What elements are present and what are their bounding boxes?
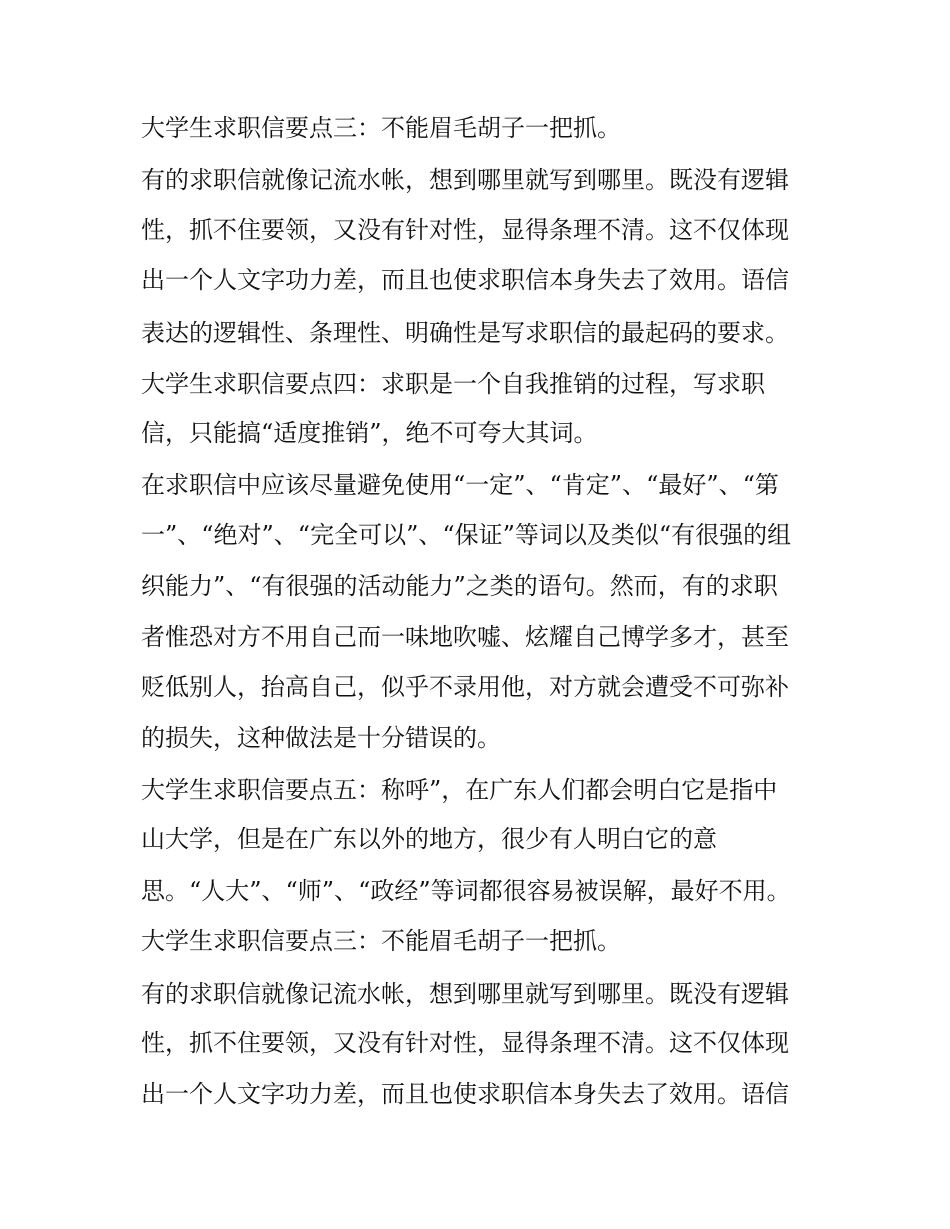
text-line-2: 有的求职信就像记流水帐，想到哪里就写到哪里。既没有逻辑 xyxy=(141,166,789,194)
text-line-12: 贬低别人，抬高自己，似乎不录用他，对方就会遭受不可弥补 xyxy=(141,673,789,701)
text-line-4: 出一个人文字功力差，而且也使求职信本身失去了效用。语信 xyxy=(141,266,789,294)
text-line-17: 大学生求职信要点三：不能眉毛胡子一把抓。 xyxy=(141,927,621,955)
text-line-7: 信，只能搞“适度推销”，绝不可夸大其词。 xyxy=(141,419,598,447)
text-line-5: 表达的逻辑性、条理性、明确性是写求职信的最起码的要求。 xyxy=(141,319,789,347)
text-line-13: 的损失，这种做法是十分错误的。 xyxy=(141,724,501,752)
text-line-15: 山大学，但是在广东以外的地方，很少有人明白它的意 xyxy=(141,825,717,853)
text-line-10: 织能力”、“有很强的活动能力”之类的语句。然而，有的求职 xyxy=(141,572,778,600)
text-line-14: 大学生求职信要点五：称呼”，在广东人们都会明白它是指中 xyxy=(141,776,778,804)
text-line-20: 出一个人文字功力差，而且也使求职信本身失去了效用。语信 xyxy=(141,1080,789,1108)
text-line-11: 者惟恐对方不用自己而一味地吹嘘、炫耀自己博学多才，甚至 xyxy=(141,623,789,651)
text-line-16: 思。“人大”、“师”、“政经”等词都很容易被误解，最好不用。 xyxy=(141,877,791,905)
text-line-3: 性，抓不住要领，又没有针对性，显得条理不清。这不仅体现 xyxy=(141,216,789,244)
text-line-8: 在求职信中应该尽量避免使用“一定”、“肯定”、“最好”、“第 xyxy=(141,471,779,499)
text-line-9: 一”、“绝对”、“完全可以”、“保证”等词以及类似“有很强的组 xyxy=(141,521,792,549)
text-line-18: 有的求职信就像记流水帐，想到哪里就写到哪里。既没有逻辑 xyxy=(141,980,789,1008)
text-line-6: 大学生求职信要点四：求职是一个自我推销的过程，写求职 xyxy=(141,370,765,398)
text-line-19: 性，抓不住要领，又没有针对性，显得条理不清。这不仅体现 xyxy=(141,1029,789,1057)
text-line-1: 大学生求职信要点三：不能眉毛胡子一把抓。 xyxy=(141,114,621,142)
